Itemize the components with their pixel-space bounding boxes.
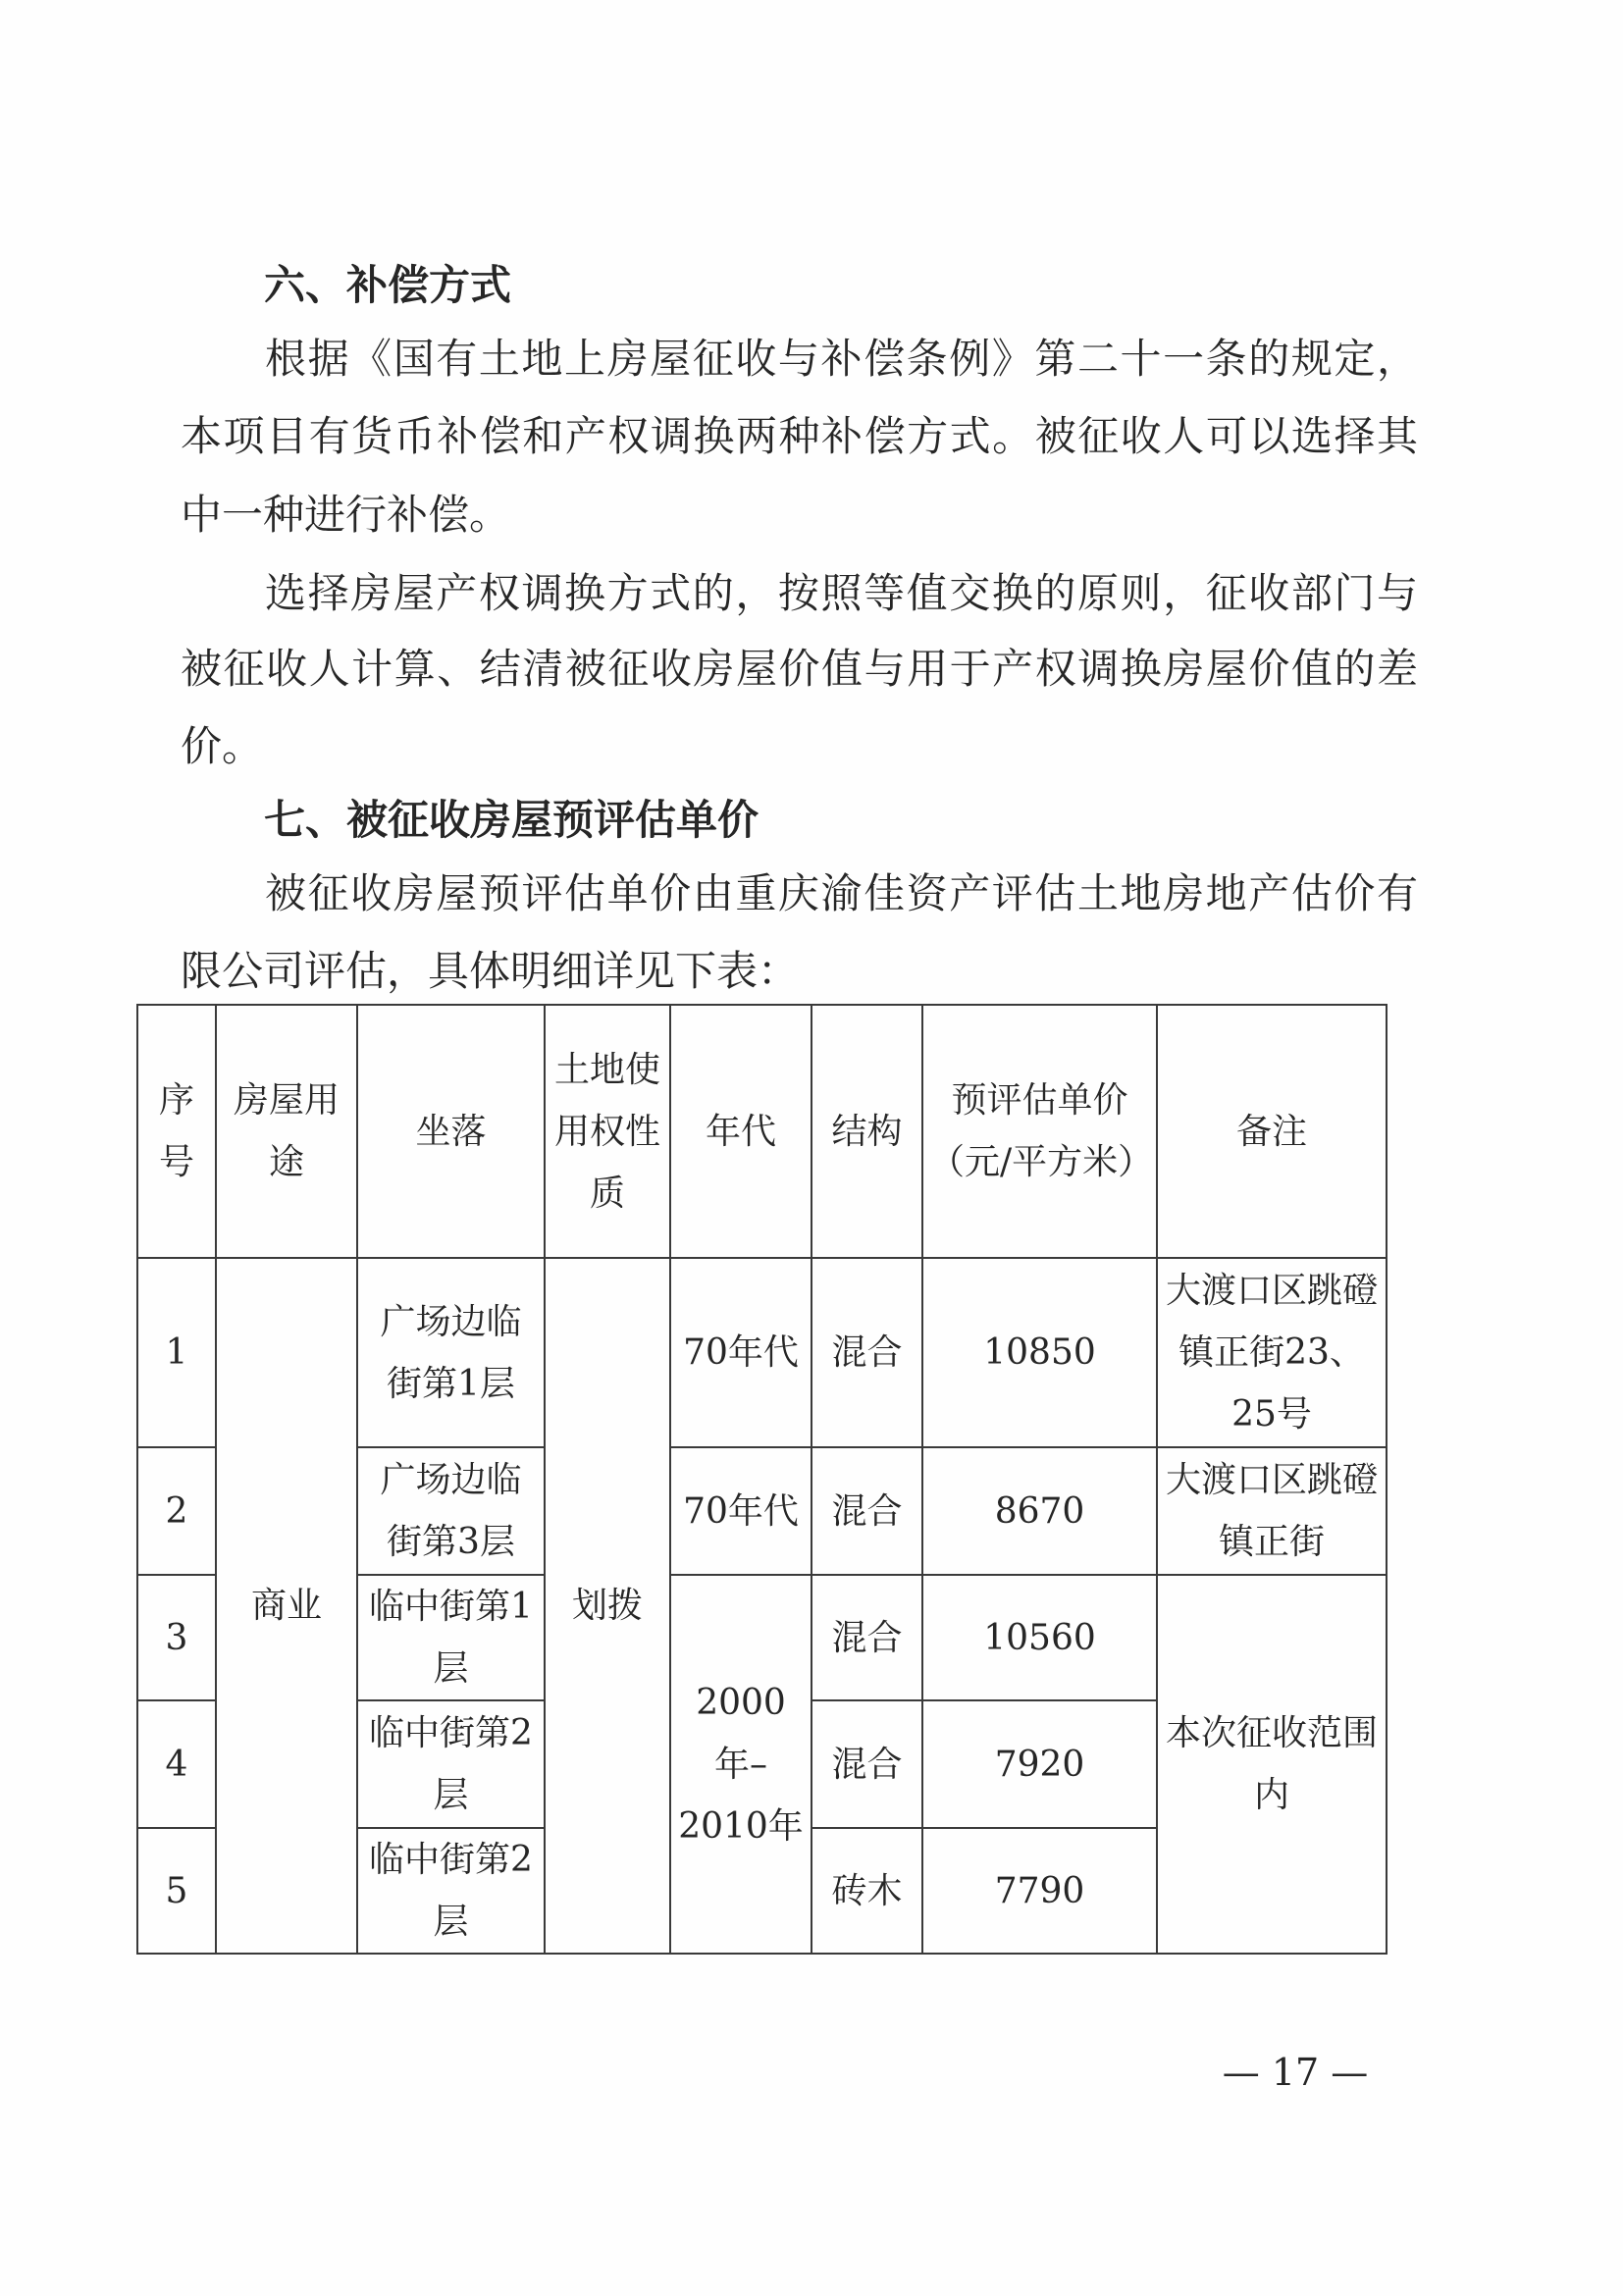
cell-price: 8670 xyxy=(922,1447,1157,1575)
cell-no: 1 xyxy=(137,1258,216,1447)
cell-price: 7790 xyxy=(922,1828,1157,1954)
paragraph-line: 中一种进行补偿。 xyxy=(181,491,511,539)
header-cell: 房屋用途 xyxy=(216,1005,357,1258)
paragraph-line: 价。 xyxy=(181,722,264,770)
cell-price: 10560 xyxy=(922,1575,1157,1700)
header-cell: 年代 xyxy=(670,1005,812,1258)
cell-remark: 大渡口区跳磴镇正街 xyxy=(1157,1447,1387,1575)
section-heading-7: 七、被征收房屋预评估单价 xyxy=(264,796,759,844)
paragraph-line: 限公司评估，具体明细详见下表： xyxy=(181,947,800,995)
table-header-row xyxy=(137,1005,1387,1258)
cell-structure: 砖木 xyxy=(812,1828,922,1954)
cell-structure: 混合 xyxy=(812,1447,922,1575)
cell-no: 4 xyxy=(137,1700,216,1828)
cell-era: 2000年–2010年 xyxy=(670,1575,812,1954)
paragraph-line: 本项目有货币补偿和产权调换两种补偿方式。被征收人可以选择其 xyxy=(181,412,1418,460)
header-cell: 备注 xyxy=(1157,1005,1387,1258)
cell-no: 5 xyxy=(137,1828,216,1954)
cell-location: 临中街第1层 xyxy=(357,1575,545,1700)
cell-land: 划拨 xyxy=(545,1258,670,1954)
cell-remark: 本次征收范围内 xyxy=(1157,1575,1387,1954)
cell-era: 70年代 xyxy=(670,1447,812,1575)
cell-no: 2 xyxy=(137,1447,216,1575)
cell-location: 广场边临街第1层 xyxy=(357,1258,545,1447)
cell-structure: 混合 xyxy=(812,1575,922,1700)
cell-structure: 混合 xyxy=(812,1258,922,1447)
paragraph-line: 被征收人计算、结清被征收房屋价值与用于产权调换房屋价值的差 xyxy=(181,645,1418,693)
cell-no: 3 xyxy=(137,1575,216,1700)
header-cell: 序号 xyxy=(137,1005,216,1258)
section-heading-6: 六、补偿方式 xyxy=(264,261,512,309)
table-row xyxy=(137,1258,1387,1447)
valuation-table xyxy=(136,1004,1387,1955)
cell-location: 临中街第2层 xyxy=(357,1828,545,1954)
cell-era: 70年代 xyxy=(670,1258,812,1447)
cell-usage: 商业 xyxy=(216,1258,357,1954)
header-cell: 预评估单价（元/平方米） xyxy=(922,1005,1157,1258)
header-cell: 结构 xyxy=(812,1005,922,1258)
cell-price: 10850 xyxy=(922,1258,1157,1447)
paragraph-line: 根据《国有土地上房屋征收与补偿条例》第二十一条的规定， xyxy=(265,335,1418,383)
page-number: — 17 — xyxy=(1222,2051,1369,2094)
cell-price: 7920 xyxy=(922,1700,1157,1828)
cell-structure: 混合 xyxy=(812,1700,922,1828)
paragraph-line: 选择房屋产权调换方式的，按照等值交换的原则，征收部门与 xyxy=(265,569,1418,617)
paragraph-line: 被征收房屋预评估单价由重庆渝佳资产评估土地房地产估价有 xyxy=(265,869,1418,917)
cell-location: 广场边临街第3层 xyxy=(357,1447,545,1575)
header-cell: 土地使用权性质 xyxy=(545,1005,670,1258)
cell-location: 临中街第2层 xyxy=(357,1700,545,1828)
header-cell: 坐落 xyxy=(357,1005,545,1258)
cell-remark: 大渡口区跳磴镇正街23、25号 xyxy=(1157,1258,1387,1447)
